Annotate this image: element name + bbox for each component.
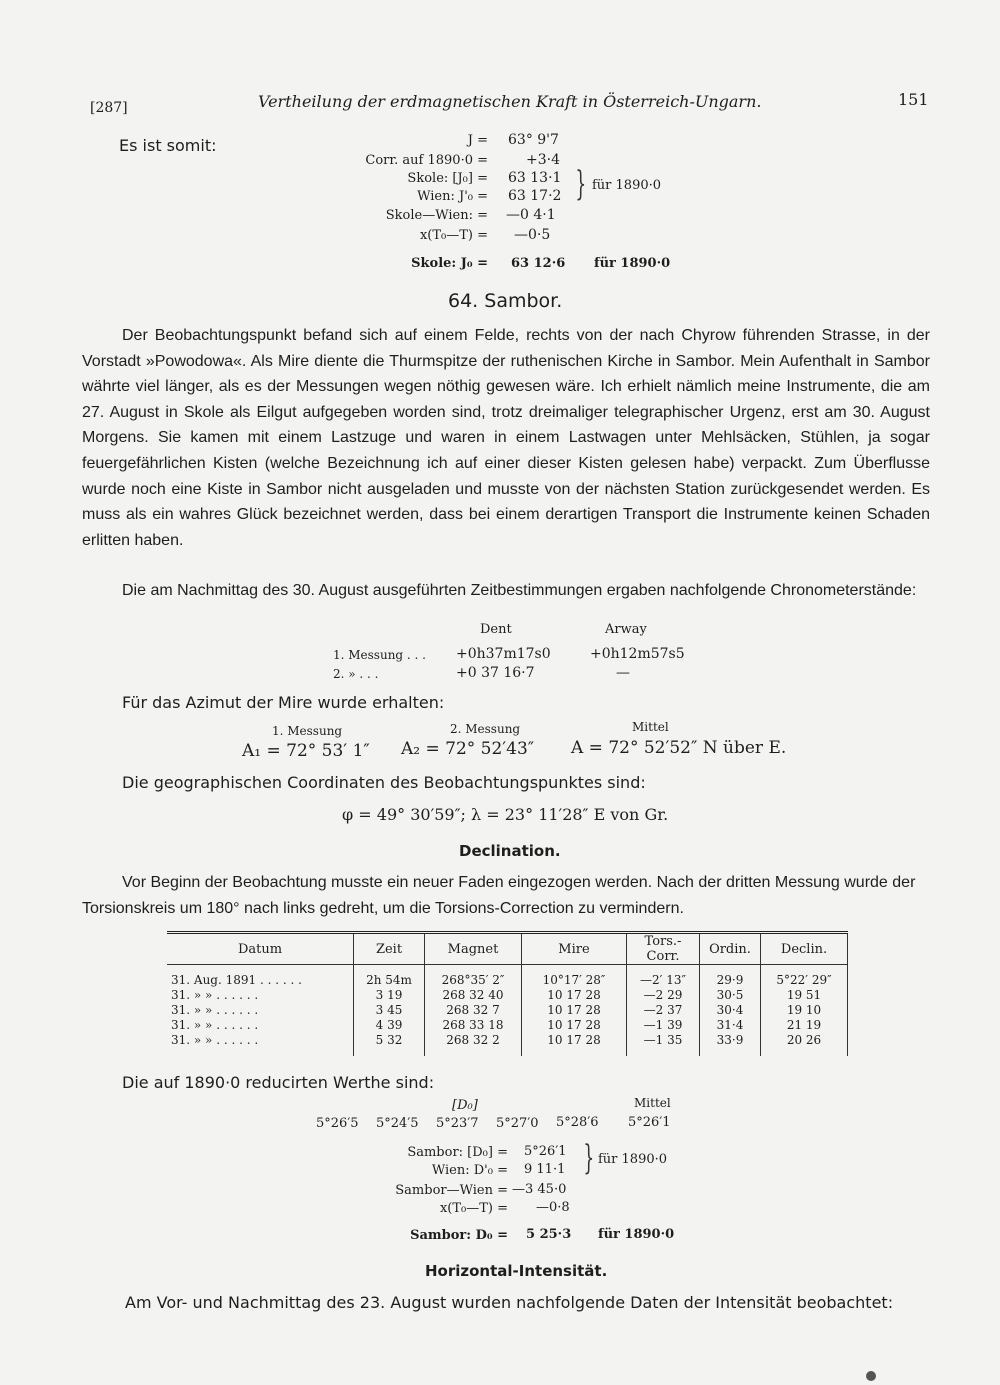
azimuth-intro: Für das Azimut der Mire wurde erhalten: (122, 693, 445, 712)
dent-value: +0h37m17s0 (456, 646, 551, 662)
table-row (167, 1003, 848, 1018)
calc-label: Skole: [J₀] = (407, 171, 488, 186)
result-note: für 1890·0 (598, 1227, 675, 1242)
table-cell: 268 32 40 (425, 988, 522, 1003)
calc-label: x(T₀—T) = (439, 1201, 508, 1216)
table-cell: 31. » » . . . . . . (167, 1018, 354, 1033)
row-label: 1. Messung . . . (333, 648, 426, 662)
table-header-cell: Zeit (354, 933, 425, 965)
table-cell: 20 26 (761, 1033, 848, 1056)
calc-label: Sambor: [D₀] = (407, 1145, 508, 1160)
calc-value: 5°26′1 (524, 1144, 567, 1159)
coords-intro: Die geographischen Coordinaten des Beobachtungspunktes sind: (122, 773, 646, 792)
table-cell: 3 45 (354, 1003, 425, 1018)
reduced-mittel: 5°26′1 (628, 1115, 671, 1130)
table-cell: 268 33 18 (425, 1018, 522, 1033)
calc-label: J = (467, 133, 488, 148)
table-cell: —2 29 (627, 988, 700, 1003)
table-header-cell: Mire (522, 933, 627, 965)
calc-value: 9 11·1 (524, 1162, 566, 1177)
arway-value: — (616, 665, 630, 681)
table-cell: 10 17 28 (522, 1003, 627, 1018)
calc-label: Corr. auf 1890·0 = (365, 153, 488, 168)
horizontal-title: Horizontal-Intensität. (425, 1262, 608, 1280)
page-reference: [287] (90, 100, 128, 116)
reduced-intro: Die auf 1890·0 reducirten Werthe sind: (122, 1073, 435, 1092)
reduced-value: 5°27′0 (496, 1116, 539, 1131)
azimuth-header: Mittel (632, 720, 669, 734)
mittel-label: Mittel (634, 1096, 671, 1110)
table-header-cell: Datum (167, 933, 354, 965)
page-number: 151 (898, 90, 929, 109)
table-cell: 31. » » . . . . . . (167, 1033, 354, 1056)
calc-value: 63° 9'7 (508, 132, 559, 148)
table-cell: 31. » » . . . . . . (167, 1003, 354, 1018)
table-cell: 31. Aug. 1891 . . . . . . (167, 965, 354, 989)
table-cell: 21 19 (761, 1018, 848, 1033)
brace-note: für 1890·0 (598, 1152, 668, 1167)
declination-title: Declination. (459, 842, 561, 860)
table-cell: 10 17 28 (522, 1018, 627, 1033)
reduced-value: 5°28′6 (556, 1115, 599, 1130)
table-cell: 19 51 (761, 988, 848, 1003)
calc-label: Sambor—Wien = (395, 1183, 508, 1198)
azimuth-header: 1. Messung (272, 724, 343, 738)
table-header-cell: Magnet (425, 933, 522, 965)
scan-speck (866, 1371, 876, 1381)
reduced-value: 5°23′7 (436, 1116, 479, 1131)
table-cell: 10 17 28 (522, 988, 627, 1003)
running-title: Vertheilung der erdmagnetischen Kraft in Österreich-Ungarn. (258, 92, 762, 111)
table-header-row (167, 933, 848, 965)
brace-note: für 1890·0 (592, 178, 662, 193)
paragraph-text: Vor Beginn der Beobachtung musste ein neuer Faden eingezogen werden. Nach der dritten Messung wurde der Torsionskreis um 180° nach links gedreht, um die Torsions-Correction zu vermindern. (82, 874, 916, 917)
table-cell: 2h 54m (354, 965, 425, 989)
reduced-label: [D₀] (452, 1098, 478, 1113)
paragraph-text: Der Beobachtungspunkt befand sich auf einem Felde, rechts von der nach Chyrow führenden Strasse, in der Vorstadt »Powodowa«. Als Mire diente die Thurmspitze der ruthenischen Kirche in Sambor. Mein Aufenthalt in Sambor währte viel länger, als es der Messungen wegen nöthig gewesen wäre. Ich erhielt nämlich meine Instrumente, die am 27. August in Skole als Eilgut aufgegeben worden sind, trotz dreimaliger telegraphischer Urgenz, erst am 30. August Morgens. Sie kamen mit einem Lastzuge und waren in einem Lastwagen unter Mehlsäcken, Stühlen, ja sogar feuergefährlichen Kisten (welche Bezeichnung ich auf einer dieser Kisten gelesen habe) verpackt. Zum Überflusse wurde noch eine Kiste in Sambor nicht ausgeladen und musste von der nächsten Station zurückgesendet werden. Es muss als ein wahres Glück bezeichnet werden, dass bei einem derartigen Transport die Instrumente keinen Schaden erlitten haben. (82, 327, 930, 549)
brace: } (583, 1138, 595, 1178)
table-cell: 3 19 (354, 988, 425, 1003)
table-cell: 29·9 (700, 965, 761, 989)
dent-value: +0 37 16·7 (456, 665, 535, 681)
coordinates: φ = 49° 30′59″; λ = 23° 11′28″ E von Gr. (342, 805, 669, 824)
table-cell: 31·4 (700, 1018, 761, 1033)
table-cell: 10°17′ 28″ (522, 965, 627, 989)
table-cell: 33·9 (700, 1033, 761, 1056)
body-paragraph (82, 578, 930, 604)
azimuth-header: 2. Messung (450, 722, 521, 736)
result-value: 5 25·3 (526, 1227, 572, 1242)
table-cell: 268°35′ 2″ (425, 965, 522, 989)
azimuth-value: A₁ = 72° 53′ 1″ (242, 741, 370, 761)
azimuth-value: A = 72° 52′52″ N über E. (571, 738, 787, 758)
calc-value: 63 17·2 (508, 188, 562, 204)
table-cell: 19 10 (761, 1003, 848, 1018)
table-header-cell: Declin. (761, 933, 848, 965)
column-header: Dent (480, 622, 512, 637)
section-title: 64. Sambor. (448, 290, 563, 312)
result-note: für 1890·0 (594, 256, 671, 271)
declination-table (167, 931, 848, 1056)
table-row (167, 1033, 848, 1056)
table-cell: 4 39 (354, 1018, 425, 1033)
table-cell: —1 35 (627, 1033, 700, 1056)
brace: } (575, 164, 587, 204)
table-header-cell: Ordin. (700, 933, 761, 965)
reduced-value: 5°24′5 (376, 1116, 419, 1131)
table-cell: 10 17 28 (522, 1033, 627, 1056)
calc-value: —3 45·0 (512, 1182, 567, 1197)
calc-label: x(T₀—T) = (419, 228, 488, 243)
table-row (167, 965, 848, 989)
table-cell: 5°22′ 29″ (761, 965, 848, 989)
calc-value: —0 4·1 (506, 207, 556, 223)
reduced-value: 5°26′5 (316, 1116, 359, 1131)
azimuth-value: A₂ = 72° 52′43″ (401, 739, 535, 759)
calc-value: —0·5 (514, 227, 551, 243)
body-paragraph (82, 323, 930, 553)
table-cell: —2 37 (627, 1003, 700, 1018)
table-cell: 31. » » . . . . . . (167, 988, 354, 1003)
result-label: Skole: J₀ = (411, 256, 488, 271)
arway-value: +0h12m57s5 (590, 646, 685, 662)
result-value: 63 12·6 (511, 256, 566, 271)
result-label: Sambor: D₀ = (410, 1228, 508, 1243)
table-cell: 5 32 (354, 1033, 425, 1056)
intro-label: Es ist somit: (119, 136, 217, 155)
row-label: 2. » . . . (333, 667, 379, 681)
body-paragraph (82, 870, 938, 921)
calc-value: 63 13·1 (508, 170, 562, 186)
table-row (167, 1018, 848, 1033)
table-cell: 30·5 (700, 988, 761, 1003)
table-cell: —2′ 13″ (627, 965, 700, 989)
calc-label: Skole—Wien: = (385, 208, 488, 223)
table-cell: 268 32 2 (425, 1033, 522, 1056)
horizontal-text: Am Vor- und Nachmittag des 23. August wurden nachfolgende Daten der Intensität beobachtet: (125, 1293, 894, 1312)
calc-label: Wien: J'₀ = (417, 189, 488, 204)
column-header: Arway (605, 622, 647, 637)
table-cell: —1 39 (627, 1018, 700, 1033)
paragraph-text: Die am Nachmittag des 30. August ausgeführten Zeitbestimmungen ergaben nachfolgende Chronometerstände: (122, 582, 917, 599)
table-cell: 268 32 7 (425, 1003, 522, 1018)
calc-value: —0·8 (536, 1200, 570, 1215)
calc-label: Wien: D'₀ = (431, 1163, 508, 1178)
table-row (167, 988, 848, 1003)
table-cell: 30·4 (700, 1003, 761, 1018)
calc-value: +3·4 (526, 152, 560, 168)
table-header-cell: Tors.-Corr. (627, 933, 700, 965)
